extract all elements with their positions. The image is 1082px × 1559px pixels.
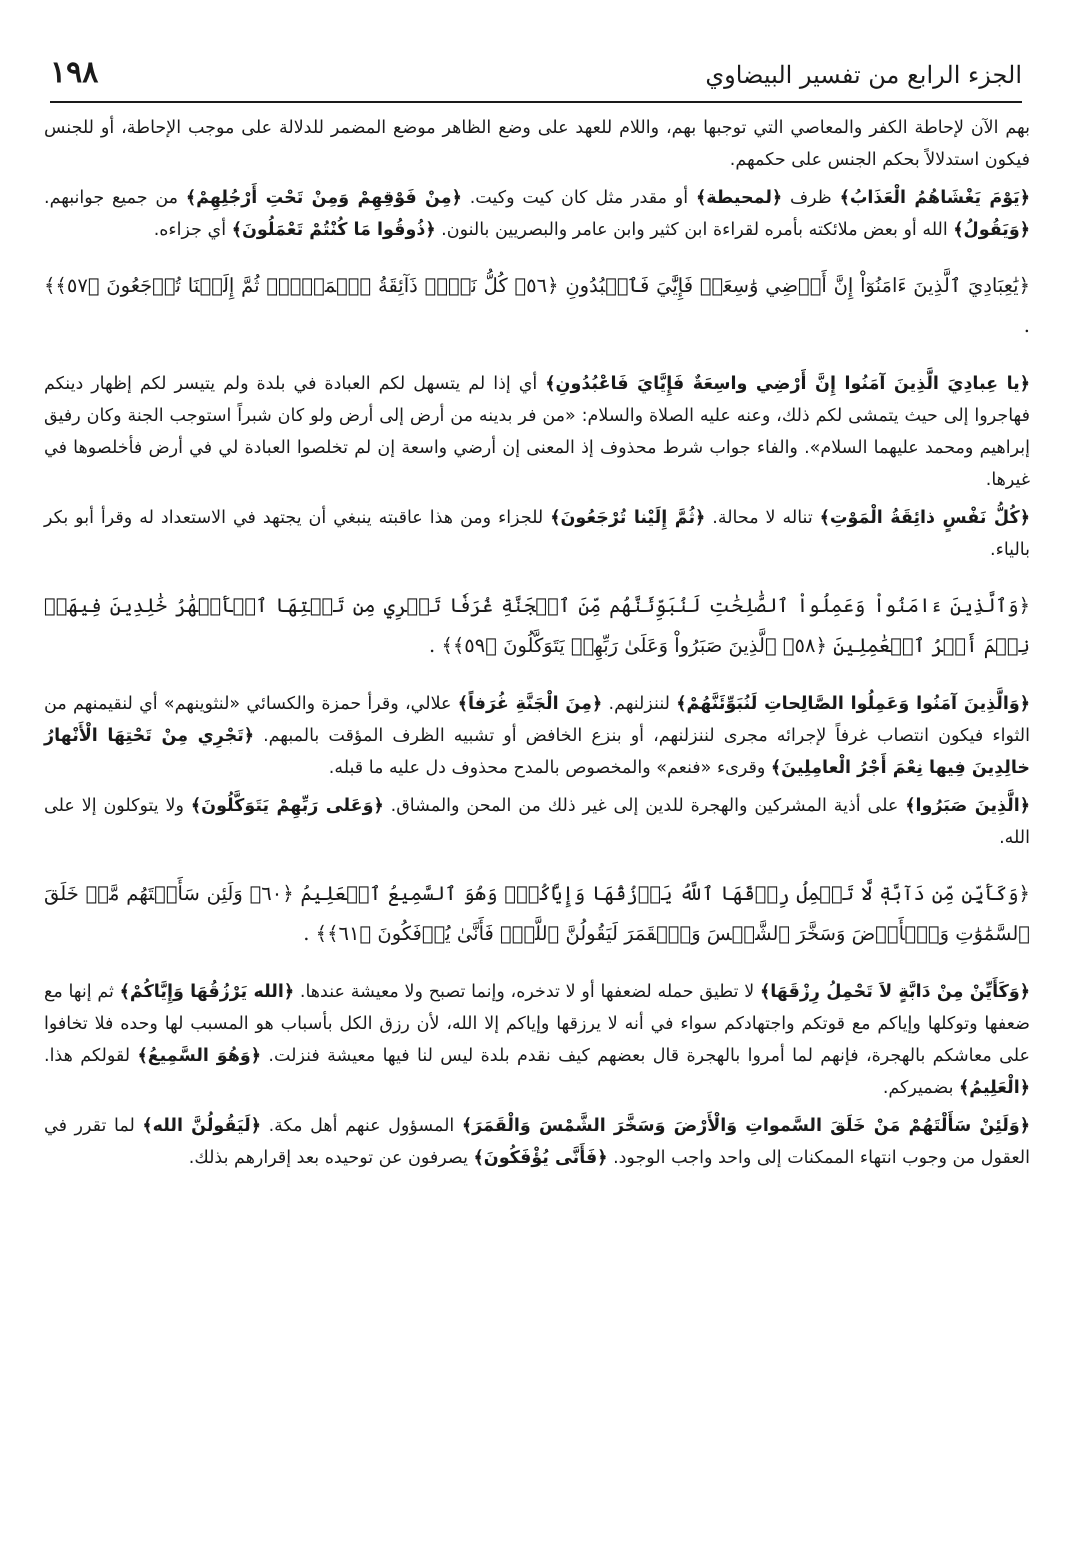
- commentary-paragraph: [44, 368, 1030, 496]
- commentary-text: يصرفون عن توحيده بعد إقرارهم بذلك.: [188, 1148, 474, 1168]
- commentary-text: أي جزاءه.: [153, 220, 232, 240]
- commentary-text: ﴿وَٱلَّذِينَ ءَامَنُواْ وَعَمِلُواْ ٱلصَّٰلِحَٰتِ لَنُبَوِّئَنَّهُم مِّنَ ٱلۡجَنَّةِ غُرَفٗا تَجۡرِي مِن تَحۡتِهَا ٱلۡأَنۡهَٰرُ خَٰلِدِينَ فِيهَاۚ نِعۡمَ أَجۡرُ ٱلۡعَٰمِلِينَ ﴿٥٨﴾ ٱلَّذِينَ صَبَرُواْ وَعَلَىٰ رَبِّهِمۡ يَتَوَكَّلُونَ ﴿٥٩﴾﴾ .: [44, 594, 1030, 657]
- running-title: الجزء الرابع من تفسير البيضاوي: [705, 61, 1022, 89]
- quoted-verse: ﴿ذُوقُوا مَا كُنْتُمْ تَعْمَلُونَ﴾: [231, 220, 436, 240]
- commentary-paragraph: [44, 1110, 1030, 1174]
- commentary-text: وقرىء «فنعم» والمخصوص بالمدح محذوف دل عليه ما قبله.: [328, 758, 771, 778]
- commentary-paragraph: [44, 688, 1030, 784]
- quoted-verse: ﴿فَأَنَّى يُؤْفَكُونَ﴾: [473, 1148, 608, 1168]
- page-header: [50, 55, 1022, 103]
- quoted-verse: ﴿ثُمَّ إِلَيْنا تُرْجَعُونَ﴾: [550, 508, 706, 528]
- commentary-text: لقولكم هذا.: [44, 1046, 138, 1066]
- commentary-text: المسؤول عنهم أهل مكة.: [260, 1116, 462, 1136]
- commentary-text: ﴿وَكَأَيِّن مِّن دَآبَّةٖ لَّا تَحۡمِلُ رِزۡقَهَا ٱللَّهُ يَرۡزُقُهَا وَإِيَّاكُمۡۚ وَهُوَ ٱلسَّمِيعُ ٱلۡعَلِيمُ ﴿٦٠﴾ وَلَئِن سَأَلۡتَهُم مَّنۡ خَلَقَ ٱلسَّمَٰوَٰتِ وَٱلۡأَرۡضَ وَسَخَّرَ ٱلشَّمۡسَ وَٱلۡقَمَرَ لَيَقُولُنَّ ٱللَّهُۖ فَأَنَّىٰ يُؤۡفَكُونَ ﴿٦١﴾﴾ .: [44, 882, 1030, 945]
- commentary-text: للجزاء ومن هذا عاقبته ينبغي أن يجتهد في الاستعداد له وقرأ أبو بكر بالياء.: [44, 508, 1030, 560]
- quoted-verse: ﴿مِنْ فَوْقِهِمْ وَمِنْ تَحْتِ أَرْجُلِهِمْ﴾: [185, 188, 462, 208]
- quoted-verse: ﴿مِنَ الْجَنَّةِ غُرَفاً﴾: [457, 694, 603, 714]
- commentary-text: تناله لا محالة.: [705, 508, 820, 528]
- commentary-paragraph: [44, 112, 1030, 176]
- commentary-text: لا تطيق حمله لضعفها أو لا تدخره، وإنما تصبح ولا معيشة عندها.: [294, 982, 760, 1002]
- commentary-text: لننزلنهم.: [602, 694, 677, 714]
- quran-verse-block: [44, 874, 1030, 954]
- quoted-verse: ﴿لمحيطة﴾: [695, 188, 783, 208]
- commentary-text: الله أو بعض ملائكته بأمره لقراءة ابن كثير وابن عامر والبصريين بالنون.: [435, 220, 954, 240]
- quoted-verse: ﴿وَكَأَيِّنْ مِنْ دَابَّةٍ لاَ تَحْمِلُ رِزْقَهَا﴾: [759, 982, 1030, 1002]
- commentary-text: ولا يتوكلون إلا على الله.: [44, 796, 1030, 848]
- quoted-verse: ﴿وَهُوَ السَّمِيعُ﴾: [137, 1046, 262, 1066]
- quoted-verse: ﴿الله يَرْزُقُهَا وَإِيَّاكُمْ﴾: [119, 982, 295, 1002]
- commentary-paragraph: [44, 182, 1030, 246]
- commentary-text: بضميركم.: [882, 1078, 960, 1098]
- quoted-verse: ﴿الَّذِينَ صَبَرُوا﴾: [905, 796, 1030, 816]
- commentary-paragraph: [44, 502, 1030, 566]
- quoted-verse: ﴿وَعَلى رَبِّهِمْ يَتَوَكَّلُونَ﴾: [190, 796, 384, 816]
- commentary-text: أي إذا لم يتسهل لكم العبادة في بلدة ولم يتيسر لكم إظهار دينكم فهاجروا إلى حيث يتمشى لكم ذلك، وعنه عليه الصلاة والسلام: «من فر بدينه من أرض إلى أرض ولو كان شبراً استوجب الجنة وكان رفيق إبراهيم ومحمد عليهما السلام». والفاء جواب شرط محذوف إذ المعنى إن أرضي واسعة إن لم تخلصوا العبادة لي في أرض فأخلصوها في غيرها.: [44, 374, 1030, 490]
- commentary-text: أو مقدر مثل كان كيت وكيت.: [461, 188, 696, 208]
- commentary-text: ﴿يَٰعِبَادِيَ ٱلَّذِينَ ءَامَنُوٓاْ إِنَّ أَرۡضِي وَٰسِعَةٞ فَإِيَّٰيَ فَٱعۡبُدُونِ ﴿٥٦﴾ كُلُّ نَفۡسٖ ذَآئِقَةُ ٱلۡمَوۡتِۖ ثُمَّ إِلَيۡنَا تُرۡجَعُونَ ﴿٥٧﴾﴾ .: [44, 274, 1030, 337]
- commentary-paragraph: [44, 976, 1030, 1104]
- quran-verse-block: [44, 266, 1030, 346]
- commentary-paragraph: [44, 790, 1030, 854]
- commentary-text: من جميع جوانبهم.: [44, 188, 186, 208]
- commentary-text: ظرف: [782, 188, 840, 208]
- quoted-verse: ﴿كُلُّ نَفْسٍ ذائِقَةُ الْمَوْتِ﴾: [819, 508, 1030, 528]
- commentary-text: لما تقرر في العقول من وجوب انتهاء الممكنات إلى واحد واجب الوجود.: [44, 1116, 1030, 1168]
- quoted-verse: ﴿وَالَّذِينَ آمَنُوا وَعَمِلُوا الصَّالِحاتِ لَنُبَوِّئَنَّهُمْ﴾: [676, 694, 1030, 714]
- page-body: [44, 112, 1030, 1174]
- commentary-text: على أذية المشركين والهجرة للدين إلى غير ذلك من المحن والمشاق.: [383, 796, 906, 816]
- quoted-verse: ﴿يا عِبادِيَ الَّذِينَ آمَنُوا إِنَّ أَرْضِي واسِعَةٌ فَإِيَّايَ فَاعْبُدُونِ﴾: [545, 374, 1030, 394]
- quran-verse-block: [44, 586, 1030, 666]
- quoted-verse: ﴿وَيَقُولُ﴾: [953, 220, 1030, 240]
- quoted-verse: ﴿وَلَئِنْ سَأَلْتَهُمْ مَنْ خَلَقَ السَّمواتِ وَالْأَرْضَ وَسَخَّرَ الشَّمْسَ وَالْقَمَرَ﴾: [461, 1116, 1030, 1136]
- quoted-verse: ﴿يَوْمَ يَغْشَاهُمُ الْعَذَابُ﴾: [839, 188, 1031, 208]
- page-number: ١٩٨: [50, 55, 99, 90]
- quoted-verse: ﴿تَجْرِي مِنْ تَحْتِهَا الْأَنْهارُ خالِدِينَ فِيها نِعْمَ أَجْرُ الْعامِلِينَ﴾: [44, 726, 1030, 778]
- quoted-verse: ﴿الْعَلِيمُ﴾: [959, 1078, 1030, 1098]
- quoted-verse: ﴿لَيَقُولُنَّ الله﴾: [142, 1116, 261, 1136]
- commentary-text: علالي، وقرأ حمزة والكسائي «لنثوينهم» أي لنقيمنهم من الثواء فيكون انتصاب غرفاً لإجرائه مجرى لننزلنهم، أو بنزع الخافض أو تشبيه الظرف المؤقت بالمبهم.: [44, 694, 1030, 746]
- commentary-text: بهم الآن لإحاطة الكفر والمعاصي التي توجبها بهم، واللام للعهد على وضع الظاهر موضع المضمر للدلالة على موجب الإحاطة، أو للجنس فيكون استدلالاً بحكم الجنس على حكمهم.: [44, 118, 1030, 170]
- commentary-text: ثم إنها مع ضعفها وتوكلها وإياكم مع قوتكم واجتهادكم سواء في أنه لا يرزقها وإياكم إلا الله، لأن رزق الكل بأسباب هو المسبب لها وحده فلا تخافوا على معاشكم بالهجرة، فإنهم لما أمروا بالهجرة قال بعضهم كيف نقدم بلدة ليس لنا فيها معيشة فنزلت.: [44, 982, 1030, 1066]
